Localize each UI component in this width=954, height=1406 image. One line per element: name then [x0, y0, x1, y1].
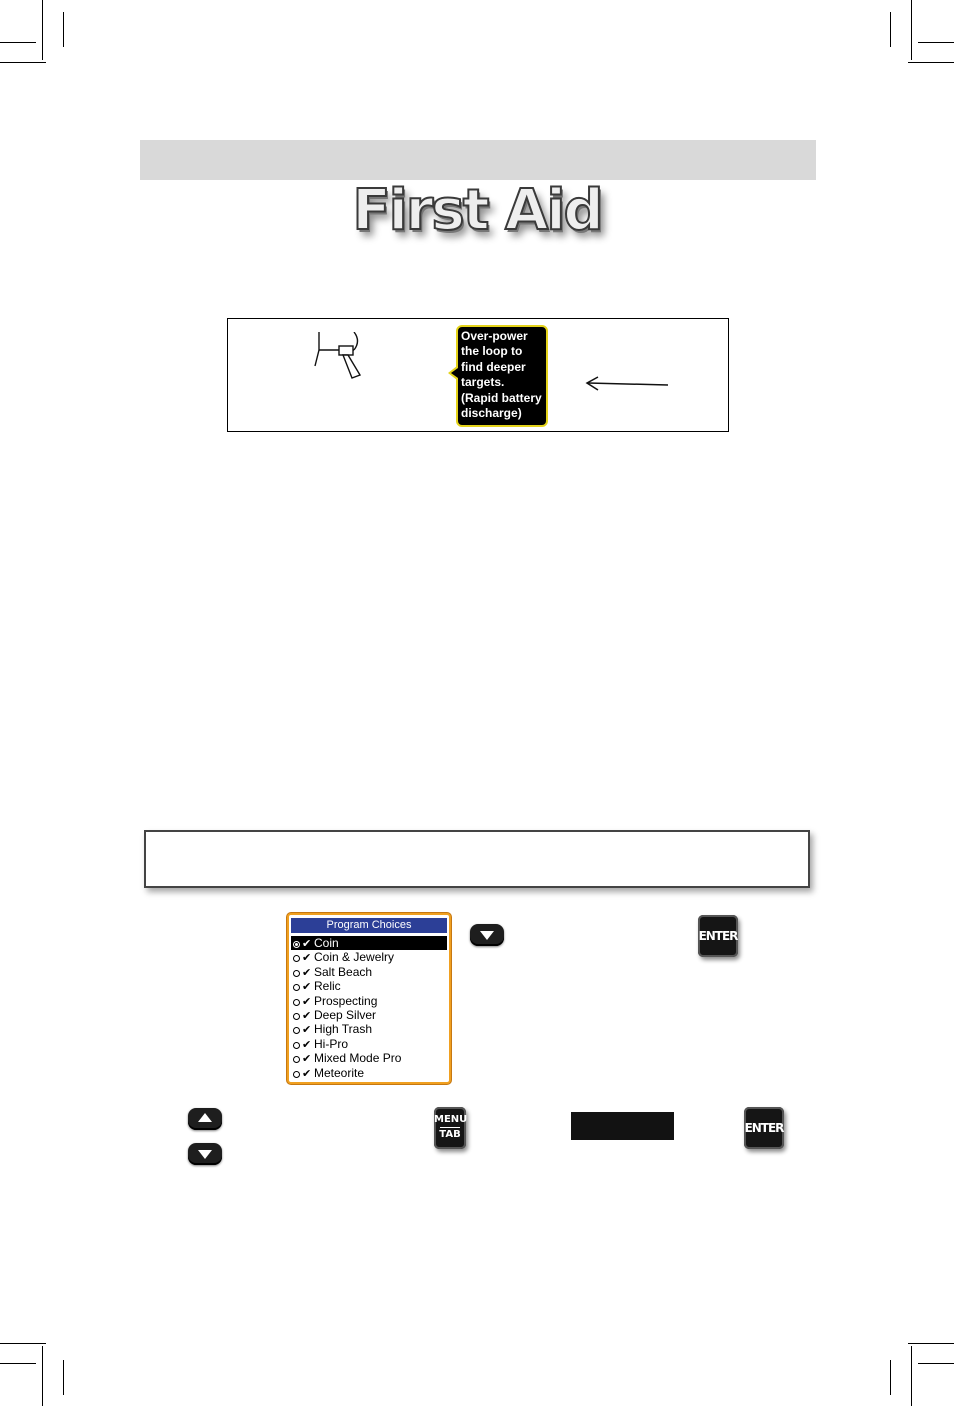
program-choice-label: Meteorite	[314, 1065, 365, 1080]
tooltip-callout	[456, 325, 548, 427]
tooltip-line: (Rapid battery	[461, 390, 542, 405]
radio-icon	[293, 1071, 300, 1078]
tab-key-label: TAB	[439, 1129, 461, 1140]
program-choice-item[interactable]	[291, 965, 447, 979]
checkmark-icon: ✔	[302, 981, 312, 994]
header-band	[140, 140, 816, 180]
program-choice-item[interactable]	[291, 1008, 447, 1022]
checkmark-icon: ✔	[302, 1024, 312, 1037]
menu-key-divider	[440, 1127, 460, 1128]
program-choice-item[interactable]	[291, 1051, 447, 1065]
program-choice-item[interactable]	[291, 936, 447, 950]
program-choices-header: Program Choices	[291, 918, 447, 933]
crop-mark	[0, 42, 36, 43]
crop-mark	[63, 1360, 64, 1395]
enter-key[interactable]: ENTER	[698, 915, 738, 957]
crop-mark	[890, 1360, 891, 1395]
crop-mark	[42, 1346, 43, 1406]
tooltip-pointer-inner	[451, 368, 458, 378]
program-choice-item[interactable]	[291, 1022, 447, 1036]
checkmark-icon: ✔	[302, 1010, 312, 1022]
checkmark-icon: ✔	[302, 1053, 312, 1066]
tooltip-line: the loop to	[461, 344, 523, 359]
crop-mark	[908, 1343, 954, 1344]
tooltip-line: discharge)	[461, 406, 522, 421]
page-title: First Aid	[352, 178, 602, 243]
radio-icon	[293, 1056, 300, 1063]
program-choice-label: Coin	[314, 936, 339, 950]
tooltip-line: targets.	[461, 375, 505, 390]
program-choice-label: Coin & Jewelry	[314, 950, 395, 965]
radio-icon	[293, 1042, 300, 1049]
crop-mark	[42, 0, 43, 60]
crop-mark	[890, 12, 891, 47]
checkmark-icon: ✔	[302, 952, 312, 965]
radio-icon	[293, 955, 300, 962]
radio-icon	[293, 1027, 300, 1034]
program-choice-item[interactable]	[291, 1037, 447, 1051]
program-choice-label: Hi-Pro	[314, 1036, 349, 1051]
crop-mark	[0, 62, 46, 63]
program-choices-panel	[287, 913, 451, 1084]
down-arrow-icon	[480, 931, 494, 940]
menu-tab-key[interactable]	[434, 1107, 466, 1149]
checkmark-icon: ✔	[302, 1038, 312, 1051]
program-choice-item[interactable]	[291, 950, 447, 964]
up-arrow-icon	[198, 1113, 212, 1122]
crop-mark	[0, 1343, 46, 1344]
left-arrow-icon	[584, 376, 670, 392]
display-bar	[571, 1112, 674, 1140]
down-arrow-icon	[198, 1150, 212, 1159]
control-knob-icon	[312, 332, 362, 380]
program-choice-item[interactable]	[291, 994, 447, 1008]
crop-mark	[918, 42, 954, 43]
program-choice-label: Mixed Mode Pro	[314, 1051, 402, 1066]
radio-icon	[293, 970, 300, 977]
crop-mark	[911, 0, 912, 60]
checkmark-icon: ✔	[302, 1067, 312, 1080]
program-choice-label: Deep Silver	[314, 1008, 377, 1022]
checkmark-icon: ✔	[302, 966, 312, 979]
crop-mark	[908, 62, 954, 63]
up-arrow-key[interactable]	[188, 1108, 222, 1130]
checkmark-icon: ✔	[302, 938, 312, 950]
radio-icon	[293, 999, 300, 1006]
tooltip-line: find deeper	[461, 359, 526, 374]
crop-mark	[63, 12, 64, 47]
program-choice-label: High Trash	[314, 1022, 373, 1037]
down-arrow-key[interactable]	[470, 924, 504, 946]
note-box	[144, 830, 810, 888]
crop-mark	[911, 1346, 912, 1406]
program-choice-label: Salt Beach	[314, 964, 373, 979]
tooltip-line: Over-power	[461, 329, 528, 343]
program-choice-item[interactable]	[291, 1066, 447, 1080]
program-choice-item[interactable]	[291, 979, 447, 993]
program-choice-label: Prospecting	[314, 993, 378, 1008]
radio-icon	[293, 984, 300, 991]
crop-mark	[0, 1363, 36, 1364]
radio-icon	[293, 941, 300, 948]
checkmark-icon: ✔	[302, 995, 312, 1008]
down-arrow-key[interactable]	[188, 1143, 222, 1165]
menu-key-label: MENU	[434, 1114, 468, 1125]
program-choice-label: Relic	[314, 979, 341, 994]
radio-icon	[293, 1013, 300, 1020]
crop-mark	[918, 1363, 954, 1364]
enter-key[interactable]: ENTER	[744, 1107, 784, 1149]
